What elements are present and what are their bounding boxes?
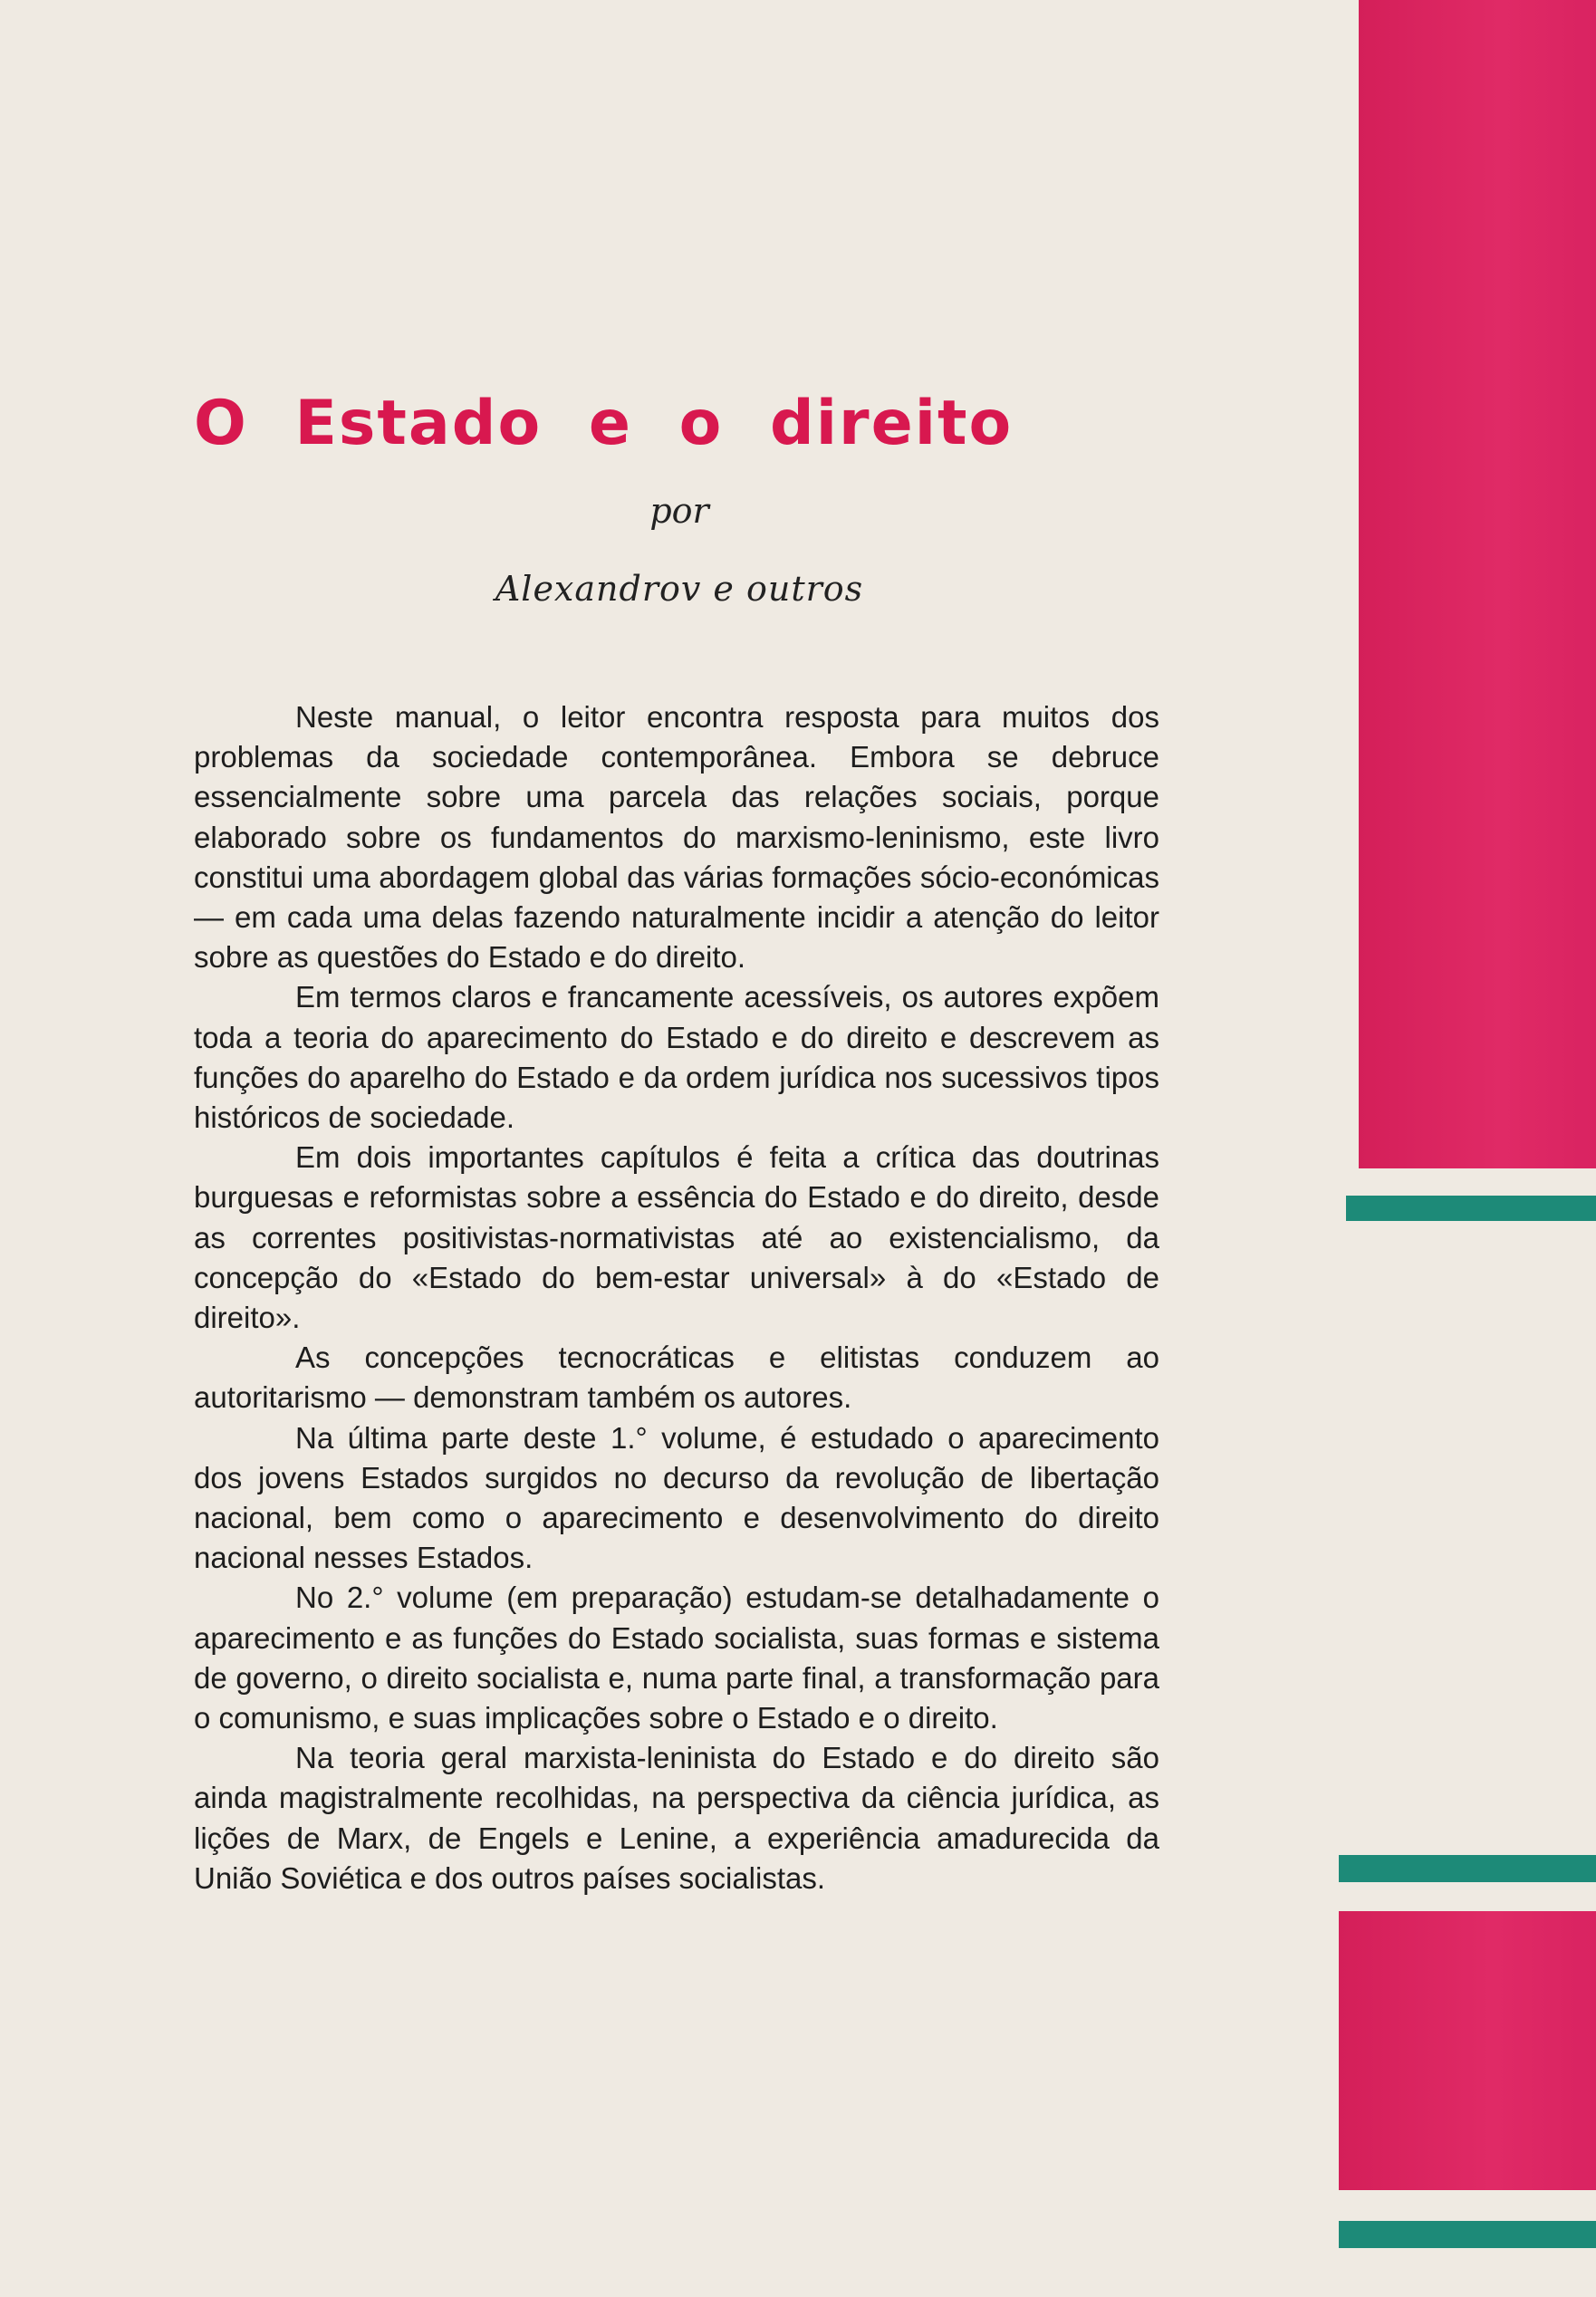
book-authors: Alexandrov e outros bbox=[495, 569, 864, 609]
decorative-teal-stripe-2 bbox=[1339, 1855, 1596, 1882]
byline-prefix: por bbox=[649, 491, 709, 531]
decorative-teal-stripe-3 bbox=[1339, 2221, 1596, 2248]
blurb-paragraph: Na teoria geral marxista-leninista do Estado e do direito são ainda magistralmente recolhidas, na perspectiva da ciência jurídica, as lições de Marx, de Engels e Lenine, a experiência amadurecida da União Soviética e dos outros países socialistas. bbox=[194, 1741, 1159, 1895]
blurb-paragraph: Em dois importantes capítulos é feita a crítica das doutrinas burguesas e reformistas sobre a essência do Estado e do direito, desde as correntes positivistas-normativistas até ao existencialismo, da concepção do «Estado do bem-estar universal» à do «Estado de direito». bbox=[194, 1140, 1159, 1335]
blurb-paragraph: No 2.° volume (em preparação) estudam-se detalhadamente o aparecimento e as funções do Estado socialista, suas formas e sistema de governo, o direito socialista e, numa parte final, a transformação para o comunismo, e suas implicações sobre o Estado e o direito. bbox=[194, 1581, 1159, 1735]
decorative-red-block-top bbox=[1359, 0, 1596, 1168]
blurb-paragraph: Neste manual, o leitor encontra resposta para muitos dos problemas da sociedade contemporânea. Embora se debruce essencialmente sobre uma parcela das relações sociais, porque elaborado sobre os fundamentos do marxismo-leninismo, este livro constitui uma abordagem global das várias formações sócio-económicas — em cada uma delas fazendo naturalmente incidir a atenção do leitor sobre as questões do Estado e do direito. bbox=[194, 700, 1159, 975]
blurb-paragraph: Em termos claros e francamente acessíveis, os autores expõem toda a teoria do aparecimento do Estado e do direito e descrevem as funções do aparelho do Estado e da ordem jurídica nos sucessivos tipos históricos de sociedade. bbox=[194, 980, 1159, 1135]
blurb-text bbox=[194, 697, 1159, 1898]
decorative-teal-stripe-1 bbox=[1346, 1196, 1596, 1221]
decorative-red-block-bottom bbox=[1339, 1911, 1596, 2190]
blurb-paragraph: Na última parte deste 1.° volume, é estudado o aparecimento dos jovens Estados surgidos no decurso da revolução de libertação nacional, bem como o aparecimento e desenvolvimento do direito nacional nesses Estados. bbox=[194, 1420, 1159, 1575]
book-title: O Estado e o direito bbox=[194, 388, 1014, 459]
blurb-paragraph: As concepções tecnocráticas e elitistas conduzem ao autoritarismo — demonstram também os autores. bbox=[194, 1341, 1159, 1415]
